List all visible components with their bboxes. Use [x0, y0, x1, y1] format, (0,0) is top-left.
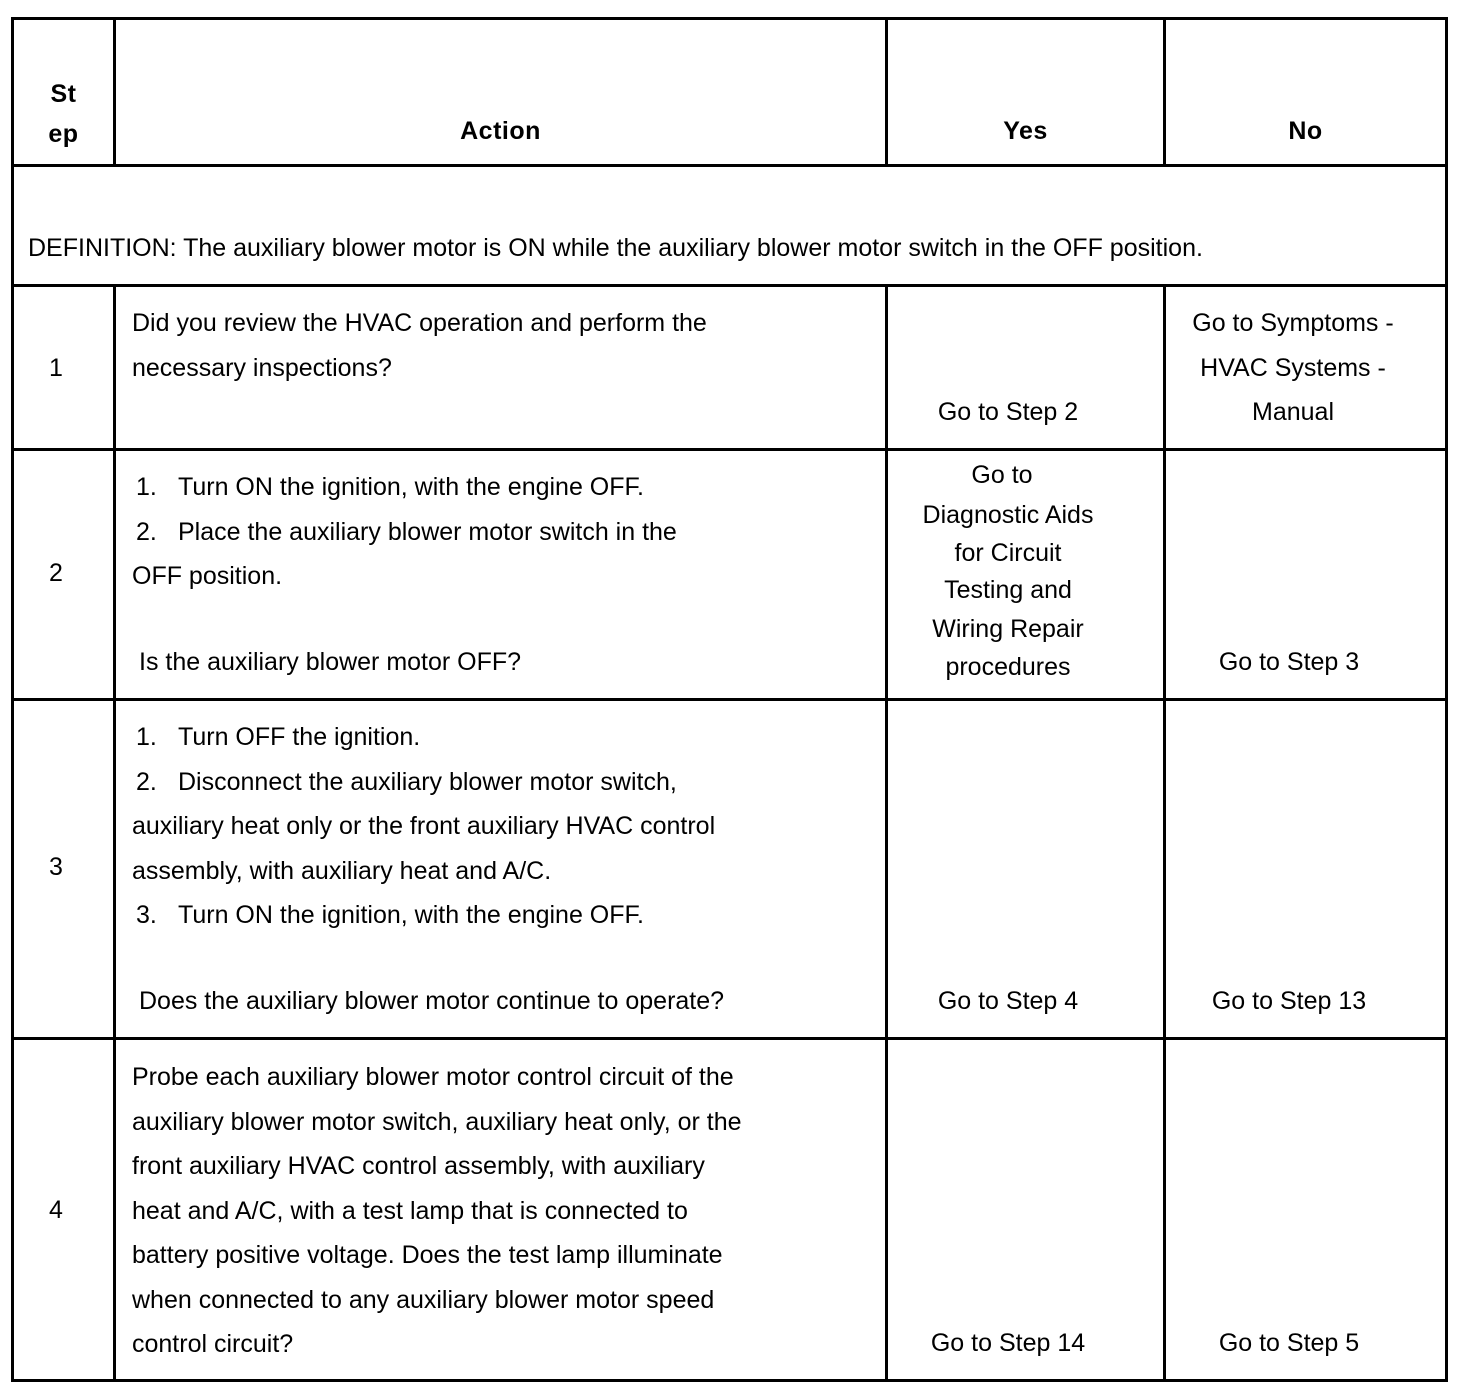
action-line: battery positive voltage. Does the test lamp illuminate	[132, 1241, 723, 1269]
list-text: Turn ON the ignition, with the engine OFF.	[178, 901, 644, 929]
action-line: Did you review the HVAC operation and perform the	[132, 309, 707, 337]
list-text: Turn ON the ignition, with the engine OFF.	[178, 473, 644, 501]
grid-line-bottom	[11, 1379, 1448, 1382]
grid-line-definition-bottom	[11, 284, 1448, 287]
action-cell	[132, 1055, 882, 1367]
header-action: Action	[460, 117, 541, 145]
action-line: front auxiliary HVAC control assembly, with auxiliary	[132, 1152, 705, 1180]
list-item	[132, 893, 882, 938]
action-line: Probe each auxiliary blower motor control circuit of the	[132, 1063, 734, 1091]
yes-line: Testing and	[944, 576, 1072, 604]
grid-line-row3-bottom	[11, 1037, 1448, 1040]
yes-line: Go to	[971, 461, 1033, 489]
yes-line: Wiring Repair	[932, 615, 1084, 643]
action-line: control circuit?	[132, 1330, 294, 1358]
yes-line: for Circuit	[954, 539, 1062, 567]
yes-line: procedures	[945, 653, 1071, 681]
action-line: heat and A/C, with a test lamp that is connected to	[132, 1196, 688, 1225]
no-line: Go to Symptoms -	[1192, 309, 1394, 337]
list-number: 2.	[136, 517, 157, 546]
list-number: 1.	[136, 473, 157, 501]
grid-line-col2-body	[885, 284, 888, 1382]
no-cell	[1166, 301, 1420, 435]
header-step-line1: St	[50, 80, 77, 108]
header-no: No	[1288, 117, 1323, 145]
action-cell	[132, 465, 882, 684]
yes-line: Diagnostic Aids	[922, 501, 1094, 529]
grid-line-row2-bottom	[11, 698, 1448, 701]
action-line: necessary inspections?	[132, 353, 392, 382]
action-line: auxiliary blower motor switch, auxiliary heat only, or the	[132, 1107, 742, 1136]
spacer	[132, 938, 882, 979]
action-cell	[132, 301, 882, 390]
list-number: 1.	[136, 723, 157, 751]
definition-text: DEFINITION: The auxiliary blower motor is ON while the auxiliary blower motor switch in the OFF position.	[28, 234, 1203, 262]
list-continuation: assembly, with auxiliary heat and A/C.	[132, 856, 552, 885]
spacer	[132, 599, 882, 640]
grid-line-header-bottom	[11, 164, 1448, 167]
yes-cell	[888, 455, 1128, 686]
grid-line-col3-body	[1163, 284, 1166, 1382]
header-yes: Yes	[1003, 117, 1048, 145]
yes-cell: Go to Step 4	[937, 987, 1079, 1015]
list-text: Disconnect the auxiliary blower motor switch,	[178, 767, 677, 796]
step-number: 4	[49, 1196, 63, 1224]
grid-line-col1-body	[113, 284, 116, 1382]
list-text: Place the auxiliary blower motor switch in the	[178, 517, 677, 546]
list-item	[132, 510, 882, 555]
no-cell: Go to Step 5	[1218, 1329, 1360, 1357]
step-number: 3	[49, 853, 63, 881]
list-number: 3.	[136, 901, 157, 929]
no-cell: Go to Step 13	[1211, 987, 1367, 1015]
yes-cell: Go to Step 2	[937, 398, 1079, 426]
grid-line-left	[11, 17, 14, 1382]
list-continuation: auxiliary heat only or the front auxiliary HVAC control	[132, 812, 716, 840]
no-line: Manual	[1252, 398, 1334, 426]
list-item	[132, 760, 882, 805]
action-cell	[132, 715, 882, 1023]
list-item	[132, 715, 882, 760]
question-text: Is the auxiliary blower motor OFF?	[139, 647, 522, 676]
no-cell: Go to Step 3	[1218, 648, 1360, 676]
step-number: 1	[49, 354, 63, 382]
grid-line-top	[11, 17, 1448, 20]
list-number: 2.	[136, 767, 157, 796]
step-number: 2	[49, 559, 63, 587]
action-line: when connected to any auxiliary blower motor speed	[132, 1285, 715, 1314]
grid-line-right	[1445, 17, 1448, 1382]
question-text: Does the auxiliary blower motor continue to operate?	[139, 986, 725, 1015]
no-line: HVAC Systems -	[1200, 353, 1386, 382]
header-step-line2: ep	[48, 120, 79, 148]
list-text: Turn OFF the ignition.	[178, 723, 421, 751]
list-continuation: OFF position.	[132, 562, 283, 590]
yes-cell: Go to Step 14	[930, 1329, 1086, 1357]
header-step	[14, 74, 113, 154]
grid-line-row1-bottom	[11, 448, 1448, 451]
list-item	[132, 465, 882, 510]
